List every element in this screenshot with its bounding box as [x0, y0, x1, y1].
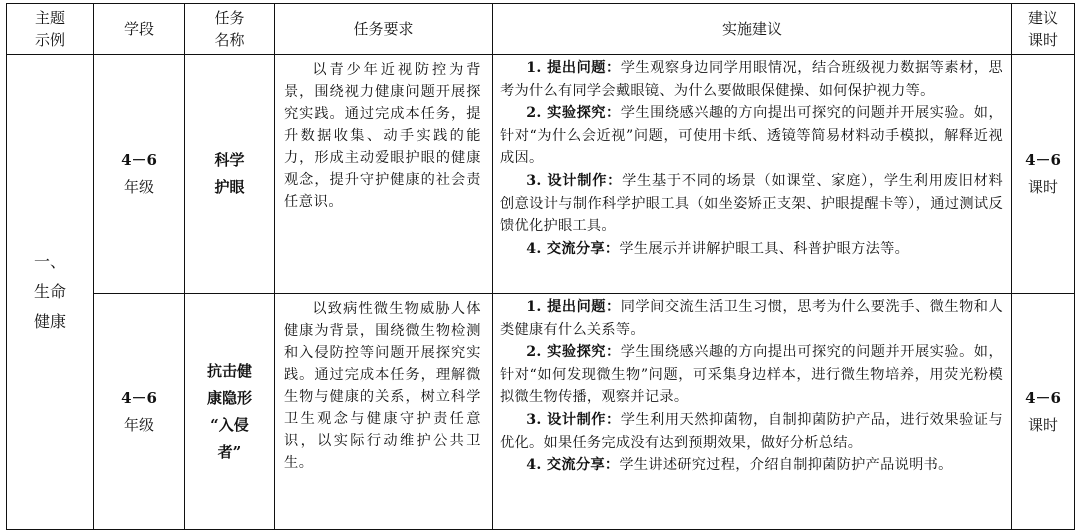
- step-4: 4. 交流分享：学生讲述研究过程，介绍自制抑菌防护产品说明书。: [526, 457, 953, 474]
- step-1: 1. 提出问题：同学间交流生活卫生习惯，思考为什么要洗手、微生物和人类健康有什么关系等。: [500, 299, 1003, 338]
- header-implementation: 实施建议: [493, 4, 1012, 55]
- requirement-cell: 以致病性微生物威胁人体健康为背景，围绕微生物检测和入侵防控等问题开展探究实践。通过完成本任务，理解微生物与健康的关系，树立科学卫生观念与健康守护责任意识，以实际行动维护公共卫生。: [275, 294, 493, 530]
- requirement-cell: 以青少年近视防控为背景，围绕视力健康问题开展探究实践。通过完成本任务，提升数据收集、动手实践的能力，形成主动爱眼护眼的健康观念，提升守护健康的社会责任意识。: [275, 55, 493, 294]
- stage-cell: 4－6 年级: [94, 55, 185, 294]
- curriculum-table: [6, 3, 1075, 530]
- step-3: 3. 设计制作：学生基于不同的场景（如课堂、家庭），学生利用废旧材料创意设计与制作科学护眼工具（如坐姿矫正支架、护眼提醒卡等），通过测试反馈优化护眼工具。: [500, 172, 1003, 235]
- task-name-cell: 抗击健 康隐形 “入侵 者”: [185, 294, 275, 530]
- hours-cell: 4－6 课时: [1012, 55, 1075, 294]
- header-stage: 学段: [94, 4, 185, 55]
- implementation-cell: [493, 294, 1012, 530]
- step-4: 4. 交流分享：学生展示并讲解护眼工具、科普护眼方法等。: [526, 240, 910, 257]
- task-name-cell: 科学 护眼: [185, 55, 275, 294]
- header-task-name: 任务 名称: [185, 4, 275, 55]
- stage-cell: 4－6 年级: [94, 294, 185, 530]
- step-3: 3. 设计制作：学生利用天然抑菌物，自制抑菌防护产品，进行效果验证与优化。如果任务完成没有达到预期效果，做好分析总结。: [500, 411, 1003, 451]
- header-hours: 建议 课时: [1012, 4, 1075, 55]
- table-row: [7, 294, 1075, 530]
- implementation-cell: [493, 55, 1012, 294]
- header-row: [7, 4, 1075, 55]
- header-requirement: 任务要求: [275, 4, 493, 55]
- table-row: [7, 55, 1075, 294]
- step-2: 2. 实验探究：学生围绕感兴趣的方向提出可探究的问题并开展实验。如，针对“为什么会近视”问题，可使用卡纸、透镜等简易材料动手模拟，解释近视成因。: [500, 105, 1003, 167]
- step-2: 2. 实验探究：学生围绕感兴趣的方向提出可探究的问题并开展实验。如，针对“如何发现微生物”问题，可采集身边样本，进行微生物培养，用荧光粉模拟微生物传播，观察并记录。: [500, 344, 1003, 406]
- hours-cell: 4－6 课时: [1012, 294, 1075, 530]
- step-1: 1. 提出问题：学生观察身边同学用眼情况，结合班级视力数据等素材，思考为什么有同学会戴眼镜、为什么要做眼保健操、如何保护视力等。: [500, 60, 1003, 99]
- theme-cell: 一、 生命 健康: [7, 55, 94, 530]
- header-theme: 主题 示例: [7, 4, 94, 55]
